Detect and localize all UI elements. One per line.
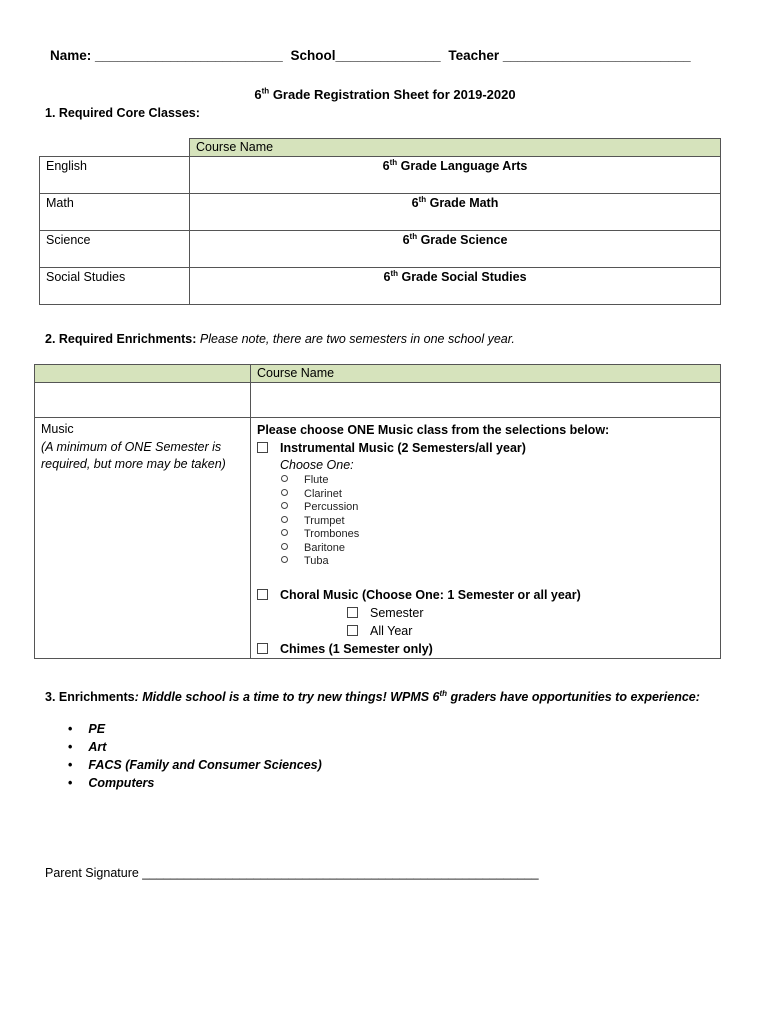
name-field-label[interactable]: Name: _________________________ — [50, 48, 283, 63]
enrichment-list — [68, 720, 322, 792]
core-classes-table — [39, 138, 721, 305]
chimes-option[interactable]: Chimes (1 Semester only) — [257, 640, 714, 658]
student-info-header — [50, 48, 695, 63]
table-row — [40, 194, 721, 231]
radio-icon[interactable] — [281, 516, 288, 523]
instrumental-option[interactable]: Instrumental Music (2 Semesters/all year) — [257, 439, 714, 457]
list-item: • FACS (Family and Consumer Sciences) — [68, 756, 322, 774]
course-cell: 6th Grade Language Arts — [190, 157, 721, 194]
subject-cell: Math — [40, 194, 190, 231]
list-item[interactable]: Trumpet — [281, 515, 714, 529]
semester-option[interactable]: Semester — [257, 604, 714, 622]
list-item: • Art — [68, 738, 322, 756]
music-subject-cell — [35, 418, 251, 659]
music-options-cell — [251, 418, 721, 659]
table-row — [35, 383, 721, 418]
table-row — [40, 157, 721, 194]
chimes-checkbox[interactable] — [257, 643, 268, 654]
section-2-heading: 2. Required Enrichments: Please note, there are two semesters in one school year. — [45, 332, 515, 346]
teacher-field-label[interactable]: Teacher _________________________ — [448, 48, 691, 63]
course-cell: 6th Grade Science — [190, 231, 721, 268]
instrument-list — [257, 474, 714, 569]
subject-cell: Science — [40, 231, 190, 268]
list-item: • Computers — [68, 774, 322, 792]
section-1-heading: 1. Required Core Classes: — [45, 106, 200, 120]
all-year-checkbox[interactable] — [347, 625, 358, 636]
music-prompt: Please choose ONE Music class from the selections below: — [257, 423, 610, 437]
list-item[interactable]: Baritone — [281, 542, 714, 556]
radio-icon[interactable] — [281, 475, 288, 482]
choral-checkbox[interactable] — [257, 589, 268, 600]
enrichments-table — [34, 364, 721, 659]
list-item[interactable]: Tuba — [281, 555, 714, 569]
parent-signature-line[interactable]: Parent Signature _________________________________________________________ — [45, 866, 539, 880]
choral-option[interactable]: Choral Music (Choose One: 1 Semester or all year) — [257, 586, 714, 604]
all-year-option[interactable]: All Year — [257, 622, 714, 640]
subject-cell: English — [40, 157, 190, 194]
radio-icon[interactable] — [281, 556, 288, 563]
subject-cell: Social Studies — [40, 268, 190, 305]
table-row — [40, 268, 721, 305]
page-title: 6th Grade Registration Sheet for 2019-2020 — [254, 86, 516, 102]
radio-icon[interactable] — [281, 502, 288, 509]
course-cell: 6th Grade Math — [190, 194, 721, 231]
radio-icon[interactable] — [281, 543, 288, 550]
enrichment-course-name-header: Course Name — [251, 365, 721, 383]
list-item[interactable]: Flute — [281, 474, 714, 488]
list-item[interactable]: Trombones — [281, 528, 714, 542]
table-row — [40, 231, 721, 268]
table-row — [35, 418, 721, 659]
music-label: Music — [41, 422, 74, 436]
course-cell: 6th Grade Social Studies — [190, 268, 721, 305]
radio-icon[interactable] — [281, 489, 288, 496]
list-item: • PE — [68, 720, 322, 738]
music-requirement-note: (A minimum of ONE Semester is required, but more may be taken) — [41, 439, 226, 471]
core-course-name-header: Course Name — [190, 139, 721, 157]
instrumental-checkbox[interactable] — [257, 442, 268, 453]
list-item[interactable]: Clarinet — [281, 488, 714, 502]
choose-one-label: Choose One: — [280, 458, 354, 472]
semester-checkbox[interactable] — [347, 607, 358, 618]
section-3-heading: 3. Enrichments: Middle school is a time to try new things! WPMS 6th graders have opportunities to experience: — [45, 688, 700, 704]
list-item[interactable]: Percussion — [281, 501, 714, 515]
school-field-label[interactable]: School______________ — [290, 48, 441, 63]
radio-icon[interactable] — [281, 529, 288, 536]
